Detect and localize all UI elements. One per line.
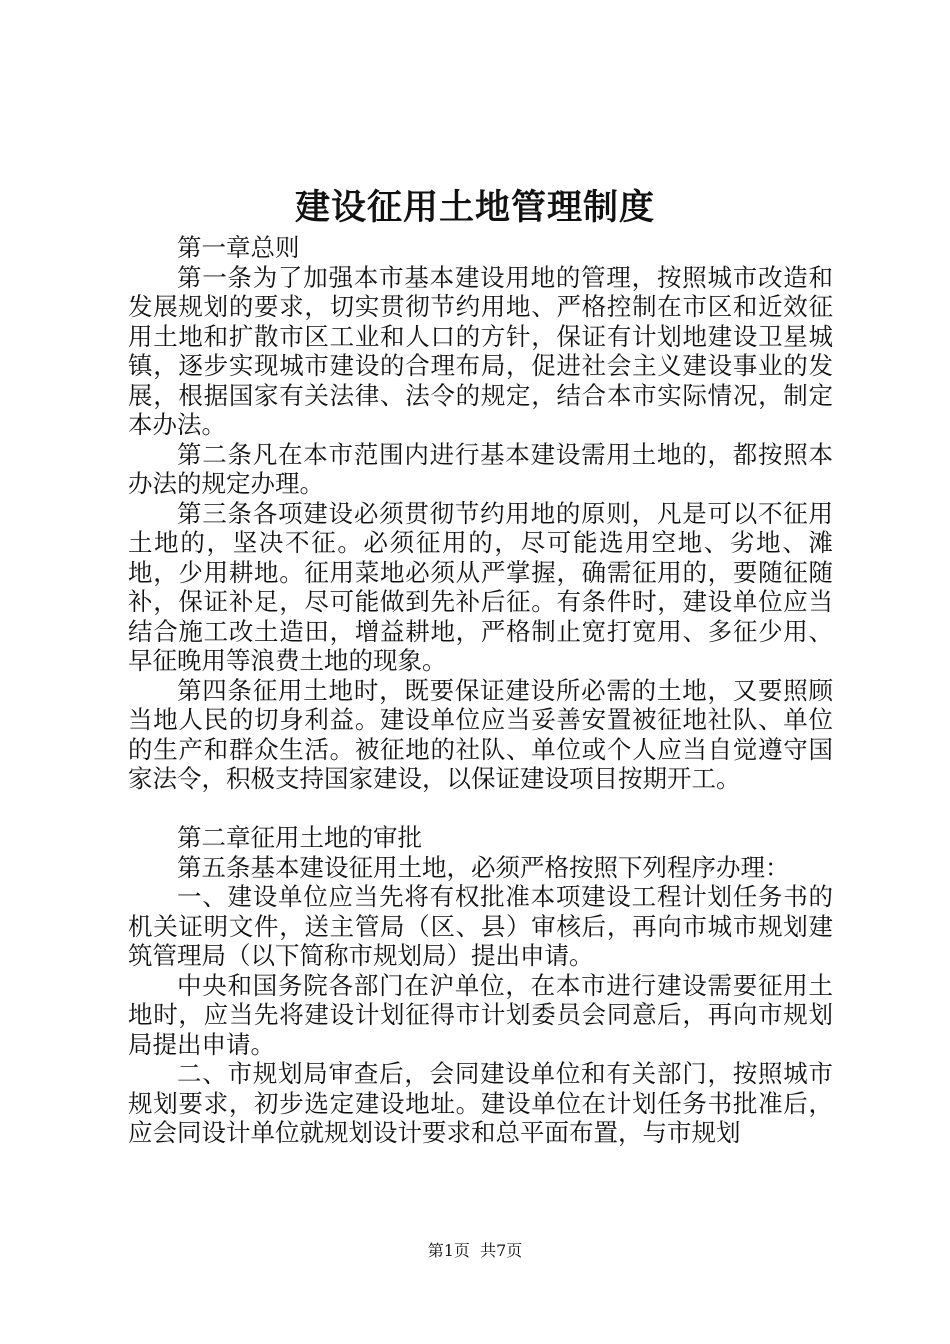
article-paragraph: 第一条为了加强本市基本建设用地的管理，按照城市改造和发展规划的要求，切实贯彻节约用地、严格控制在市区和近效征用土地和扩散市区工业和人口的方针，保证有计划地建设卫星城镇，逐步实现城市建设的合理布局，促进社会主义建设事业的发展，根据国家有关法律、法令的规定，结合本市实际情况，制定本办法。: [128, 262, 833, 439]
paragraph-spacer: [128, 794, 833, 824]
document-title: 建设征用土地管理制度: [294, 187, 655, 228]
clause-paragraph: 二、市规划局审查后，会同建设单位和有关部门，按照城市规划要求，初步选定建设地址。建设单位在计划任务书批准后，应会同设计单位就规划设计要求和总平面布置，与市规划: [128, 1059, 833, 1147]
page-number: 第1页: [427, 1241, 470, 1260]
chapter-heading: 第一章总则: [177, 233, 300, 262]
page-footer: [0, 1239, 950, 1263]
article-paragraph: 第四条征用土地时，既要保证建设所必需的土地，又要照顾当地人民的切身利益。建设单位应当妥善安置被征地社队、单位的生产和群众生活。被征地的社队、单位或个人应当自觉遵守国家法令，积极支持国家建设，以保证建设项目按期开工。: [128, 675, 833, 793]
article-paragraph: 第五条基本建设征用土地，必须严格按照下列程序办理：: [177, 852, 790, 882]
article-paragraph: 第三条各项建设必须贯彻节约用地的原则，凡是可以不征用土地的，坚决不征。必须征用的，尽可能选用空地、劣地、滩地，少用耕地。征用菜地必须从严掌握，确需征用的，要随征随补，保证补足，尽可能做到先补后征。有条件时，建设单位应当结合施工改土造田，增益耕地，严格制止宽打宽用、多征少用、早征晚用等浪费土地的现象。: [128, 498, 833, 675]
clause-paragraph: 一、建设单位应当先将有权批准本项建设工程计划任务书的机关证明文件，送主管局（区、县）审核后，再向市城市规划建筑管理局（以下简称市规划局）提出申请。: [128, 882, 833, 970]
clause-paragraph: 中央和国务院各部门在沪单位，在本市进行建设需要征用土地时，应当先将建设计划征得市计划委员会同意后，再向市规划局提出申请。: [128, 970, 833, 1059]
footer-gap: [470, 1241, 480, 1260]
page-total: 共7页: [480, 1241, 523, 1260]
document-body: [128, 233, 833, 1148]
article-paragraph: 第二条凡在本市范围内进行基本建设需用土地的，都按照本办法的规定办理。: [128, 439, 833, 498]
chapter-heading: 第二章征用土地的审批: [177, 823, 422, 852]
